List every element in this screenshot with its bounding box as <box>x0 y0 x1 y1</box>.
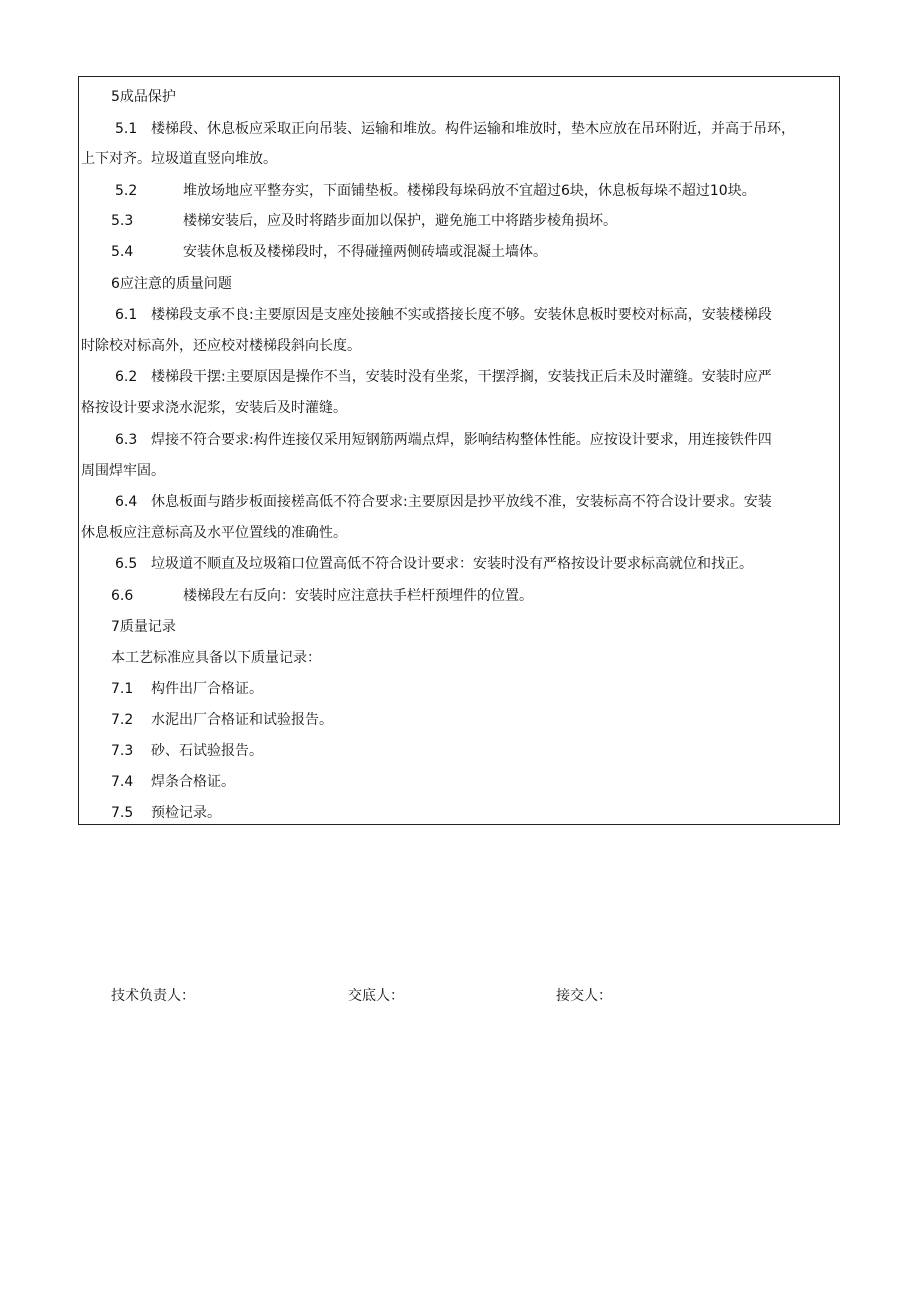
record-item-number: 7.5 <box>111 805 134 821</box>
item-6-4-line1: 休息板面与踏步板面接槎高低不符合要求:主要原因是抄平放线不准，安装标高不符合设计要求。安装 <box>151 494 772 510</box>
item-6-2-line1: 楼梯段干摆:主要原因是操作不当，安装时没有坐浆，干摆浮搁，安装找正后未及时灌缝。安装时应严 <box>151 369 772 385</box>
item-5-2-text: 堆放场地应平整夯实，下面铺垫板。楼梯段每垛码放不宜超过6块，休息板每垛不超过10块。 <box>183 183 756 199</box>
item-5-4-text: 安装休息板及楼梯段时，不得碰撞两侧砖墙或混凝土墙体。 <box>183 244 547 260</box>
item-5-4-number: 5.4 <box>111 244 134 260</box>
record-item-text: 预检记录。 <box>151 805 221 821</box>
item-6-3-line1: 焊接不符合要求:构件连接仅采用短钢筋两端点焊，影响结构整体性能。应按设计要求，用连接铁件四 <box>151 432 772 448</box>
record-item-number: 7.1 <box>111 681 134 697</box>
presenter-signature-label: 交底人： <box>348 988 404 1004</box>
item-6-6-text: 楼梯段左右反向：安装时应注意扶手栏杆预埋件的位置。 <box>183 588 533 604</box>
section-7-title: 7质量记录 <box>111 619 176 635</box>
item-6-4-number: 6.4 <box>115 494 138 510</box>
record-item-text: 焊条合格证。 <box>151 774 235 790</box>
receiver-signature-label: 接交人： <box>556 988 612 1004</box>
item-6-1-line1: 楼梯段支承不良:主要原因是支座处接触不实或搭接长度不够。安装休息板时要校对标高，安装楼梯段 <box>151 307 772 323</box>
item-6-2-line2: 格按设计要求浇水泥浆，安装后及时灌缝。 <box>81 400 347 416</box>
record-item-text: 砂、石试验报告。 <box>151 743 263 759</box>
item-6-3-number: 6.3 <box>115 432 138 448</box>
item-6-4-line2: 休息板应注意标高及水平位置线的准确性。 <box>81 525 347 541</box>
item-6-5-number: 6.5 <box>115 556 138 572</box>
item-5-3-text: 楼梯安装后，应及时将踏步面加以保护，避免施工中将踏步棱角损坏。 <box>183 213 617 229</box>
record-item-number: 7.4 <box>111 774 134 790</box>
tech-lead-signature-label: 技术负责人： <box>111 988 195 1004</box>
item-6-3-line2: 周围焊牢固。 <box>81 463 165 479</box>
section-7-intro: 本工艺标准应具备以下质量记录： <box>111 650 321 666</box>
item-5-1-line2: 上下对齐。垃圾道直竖向堆放。 <box>81 151 277 167</box>
section-5-title: 5成品保护 <box>111 89 176 105</box>
item-6-5-text: 垃圾道不顺直及垃圾箱口位置高低不符合设计要求：安装时没有严格按设计要求标高就位和找正。 <box>151 556 753 572</box>
item-5-3-number: 5.3 <box>111 213 134 229</box>
item-6-1-line2: 时除校对标高外，还应校对楼梯段斜向长度。 <box>81 338 361 354</box>
record-item-text: 构件出厂合格证。 <box>151 681 263 697</box>
item-6-1-number: 6.1 <box>115 307 138 323</box>
item-5-1-number: 5.1 <box>115 121 138 137</box>
section-6-title: 6应注意的质量问题 <box>111 276 232 292</box>
item-6-2-number: 6.2 <box>115 369 138 385</box>
item-5-2-number: 5.2 <box>115 183 138 199</box>
item-5-1-line1: 楼梯段、休息板应采取正向吊装、运输和堆放。构件运输和堆放时，垫木应放在吊环附近，并高于吊环， <box>151 121 795 137</box>
record-item-number: 7.2 <box>111 712 134 728</box>
record-item-number: 7.3 <box>111 743 134 759</box>
record-item-text: 水泥出厂合格证和试验报告。 <box>151 712 333 728</box>
item-6-6-number: 6.6 <box>111 588 134 604</box>
